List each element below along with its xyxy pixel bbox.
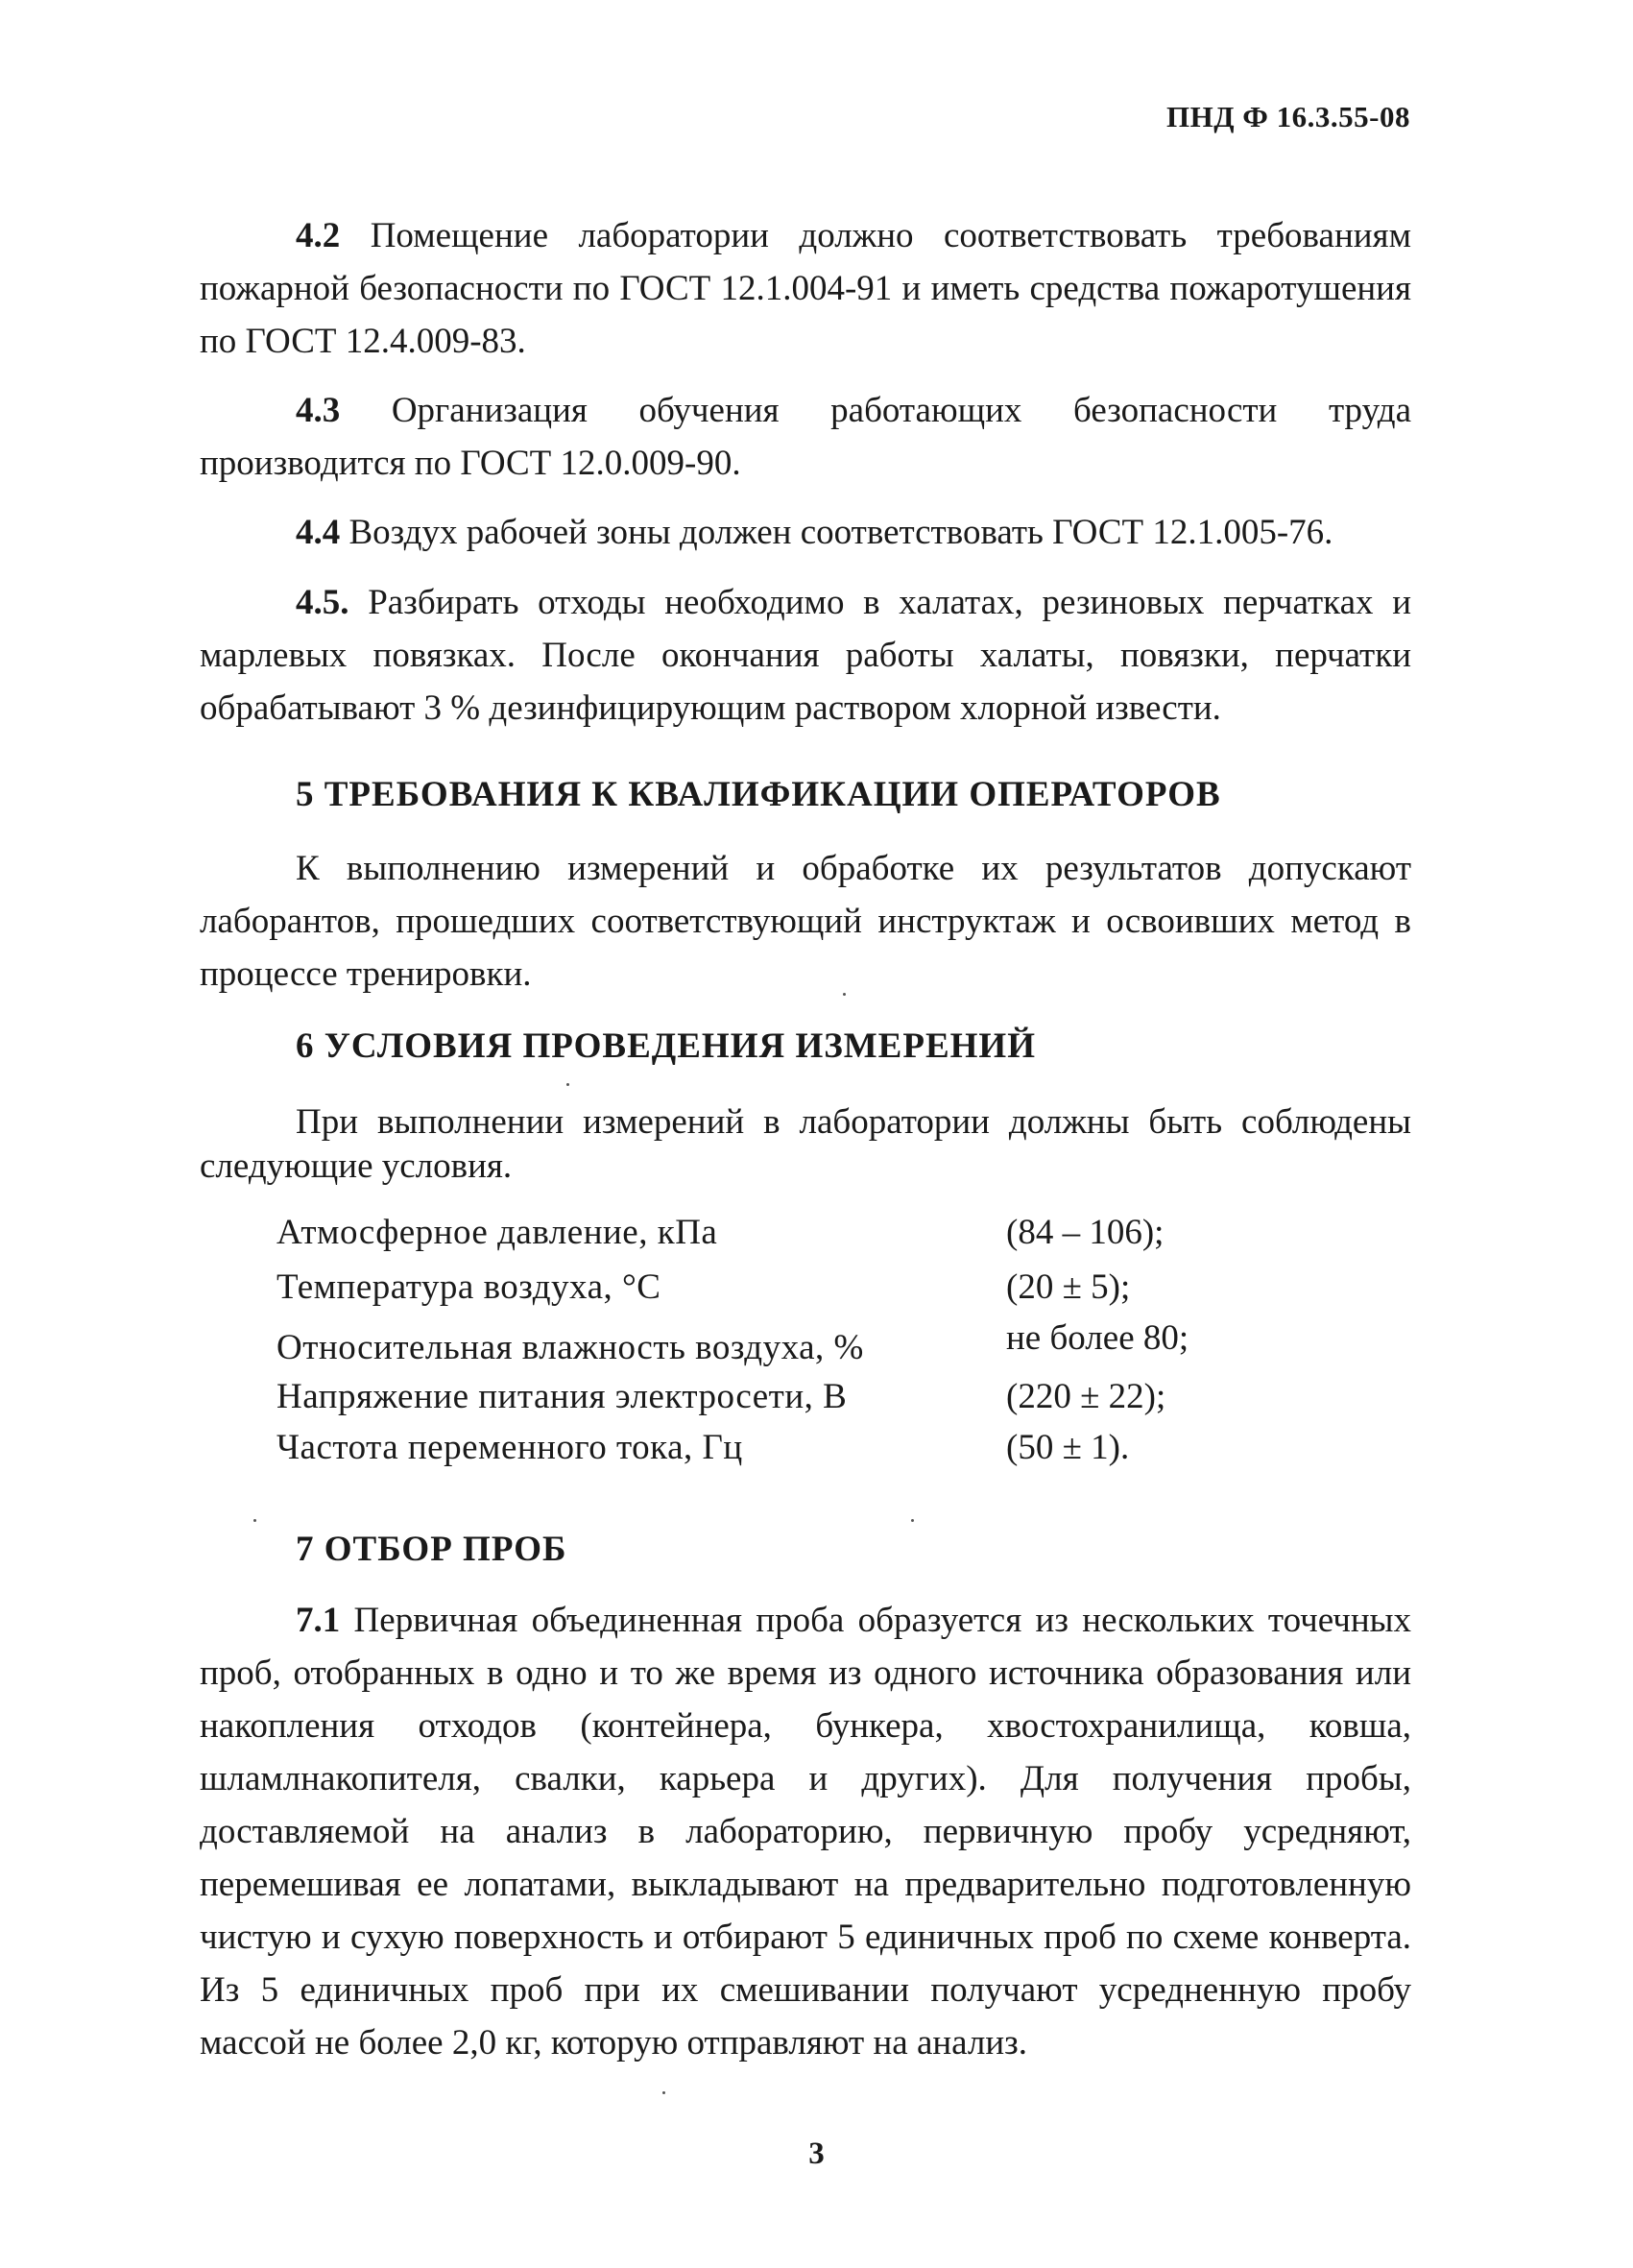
section-6-heading: 6 УСЛОВИЯ ПРОВЕДЕНИЯ ИЗМЕРЕНИЙ (296, 1026, 1036, 1066)
page-number: 3 (808, 2136, 825, 2171)
condition-value: (20 ± 5); (1006, 1267, 1131, 1307)
paragraph-4-5 (200, 576, 1411, 735)
section-5-text: К выполнению измерений и обработке их результатов допускают лаборантов, прошедших соответствующий инструктаж и освоивших метод в процессе тренировки. (200, 849, 1411, 994)
scan-speck (253, 1519, 256, 1522)
paragraph-number: 4.3 (296, 391, 341, 430)
condition-value: (84 – 106); (1006, 1213, 1165, 1252)
paragraph-7-1 (200, 1594, 1411, 2069)
paragraph-text: Организация обучения работающих безопасности труда производится по ГОСТ 12.0.009-90. (200, 391, 1411, 483)
paragraph-text: Помещение лаборатории должно соответствовать требованиям пожарной безопасности по ГОСТ 12.1.004-91 и иметь средства пожаротушения по ГОСТ 12.4.009-83. (200, 216, 1411, 361)
document-code: ПНД Ф 16.3.55-08 (1165, 100, 1410, 133)
condition-label: Относительная влажность воздуха, % (276, 1328, 864, 1367)
scan-speck (911, 1519, 914, 1522)
condition-label: Частота переменного тока, Гц (276, 1428, 743, 1467)
paragraph-text: Разбирать отходы необходимо в халатах, резиновых перчатках и марлевых повязках. После окончания работы халаты, повязки, перчатки обрабатывают 3 % дезинфицирующим раствором хлорной извести. (200, 583, 1411, 728)
paragraph-4-2 (200, 209, 1411, 368)
scan-speck (843, 993, 846, 996)
paragraph-number: 4.5. (296, 583, 349, 622)
section-7-heading: 7 ОТБОР ПРОБ (296, 1530, 567, 1569)
paragraph-number: 7.1 (296, 1601, 341, 1640)
condition-row (276, 1374, 1237, 1429)
paragraph-4-3 (200, 384, 1411, 490)
paragraph-number: 4.4 (296, 513, 341, 552)
paragraph-text: Воздух рабочей зоны должен соответствовать ГОСТ 12.1.005-76. (340, 513, 1333, 552)
condition-row (276, 1267, 1237, 1321)
section-5-heading: 5 ТРЕБОВАНИЯ К КВАЛИФИКАЦИИ ОПЕРАТОРОВ (296, 775, 1221, 814)
conditions-list (276, 1212, 1237, 1484)
condition-value: (220 ± 22); (1006, 1377, 1166, 1416)
condition-row (276, 1318, 1237, 1374)
scan-speck (662, 2091, 665, 2094)
paragraph-4-4 (200, 506, 1411, 559)
paragraph-text: Первичная объединенная проба образуется из нескольких точечных проб, отобранных в одно и то же время из одного источника образования или накопления отходов (контейнера, бункера, хвостохранилища, ковша, шламлнакопителя, свалки, карьера и других). Для получения пробы, доставляемой на анализ в лабораторию, первичную пробу усредняют, перемешивая ее лопатами, выкладывают на предварительно подготовленную чистую и сухую поверхность и отбирают 5 единичных проб по схеме конверта. Из 5 единичных проб при их смешивании получают усредненную пробу массой не более 2,0 кг, которую отправляют на анализ. (200, 1601, 1411, 2063)
section-6-intro: При выполнении измерений в лаборатории должны быть соблюдены следующие условия. (200, 1102, 1411, 1186)
condition-row (276, 1429, 1237, 1484)
condition-value: не более 80; (1006, 1318, 1189, 1358)
condition-label: Атмосферное давление, кПа (276, 1213, 718, 1252)
condition-label: Напряжение питания электросети, В (276, 1377, 848, 1416)
condition-value: (50 ± 1). (1006, 1428, 1130, 1467)
condition-row (276, 1212, 1237, 1267)
condition-label: Температура воздуха, °С (276, 1267, 661, 1307)
scan-speck (566, 1083, 569, 1086)
paragraph-number: 4.2 (296, 216, 341, 255)
